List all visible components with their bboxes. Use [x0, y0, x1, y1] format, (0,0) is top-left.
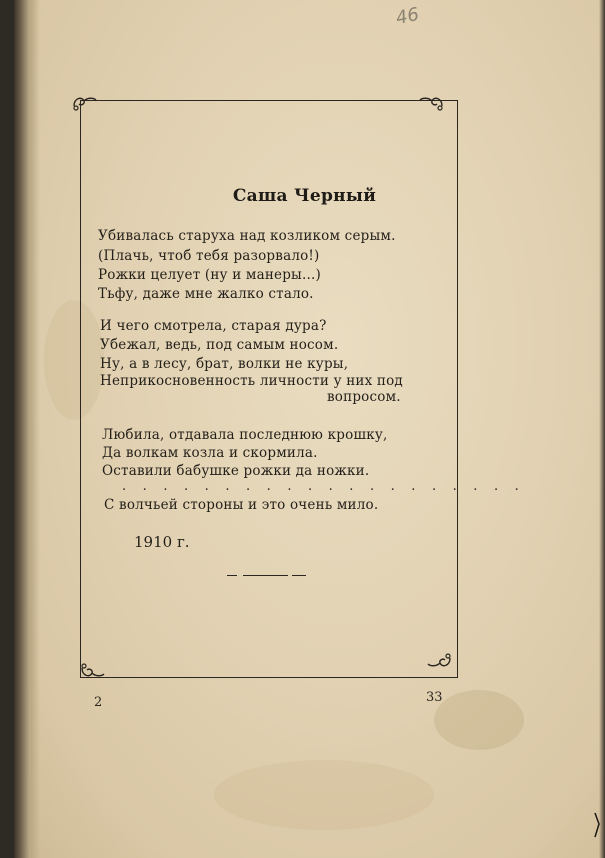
- right-page-number: 33: [426, 690, 443, 705]
- poem-line: Тьфу, даже мне жалко стало.: [98, 286, 314, 302]
- poem-line: Рожки целует (ну и манеры...): [98, 267, 321, 283]
- archive-mark: 46: [394, 3, 421, 30]
- page-edge: [599, 0, 605, 858]
- poem-line: Оставили бабушке рожки да ножки.: [102, 463, 370, 479]
- corner-ornament-icon: [418, 92, 446, 114]
- poem-line: (Плачь, чтоб тебя разорвало!): [98, 248, 320, 264]
- paper-stain: [434, 690, 524, 750]
- paper-stain: [214, 760, 434, 830]
- book-page: [14, 0, 605, 858]
- ellipsis-row: . . . . . . . . . . . . . . . . . . . .: [122, 479, 525, 494]
- poem-year: 1910 г.: [134, 533, 190, 551]
- binding-clip-icon: [593, 812, 601, 838]
- poem-line: И чего смотрела, старая дура?: [100, 318, 327, 334]
- corner-ornament-icon: [70, 92, 98, 114]
- spine-shadow: [30, 0, 40, 858]
- poem-line: Ну, а в лесу, брат, волки не куры,: [100, 356, 349, 372]
- poem-author-title: [14, 186, 605, 206]
- end-rule-dash: [227, 575, 237, 576]
- corner-ornament-icon: [78, 660, 106, 682]
- end-rule-dash: [292, 575, 306, 576]
- left-page-number: 2: [94, 695, 103, 710]
- corner-ornament-icon: [426, 650, 454, 672]
- poem-line: Неприкосновенность личности у них под: [100, 373, 403, 389]
- poem-line-continuation: вопросом.: [327, 389, 401, 405]
- end-rule: [243, 575, 288, 576]
- book-spine: [14, 0, 30, 858]
- poem-closing-line: С волчьей стороны и это очень мило.: [104, 497, 379, 513]
- poem-line: Любила, отдавала последнюю крошку,: [102, 427, 388, 443]
- poem-line: Да волкам козла и скормила.: [102, 445, 318, 461]
- author-name: Саша Черный: [232, 186, 377, 206]
- poem-line: Убивалась старуха над козликом серым.: [98, 228, 396, 244]
- poem-line: Убежал, ведь, под самым носом.: [100, 337, 339, 353]
